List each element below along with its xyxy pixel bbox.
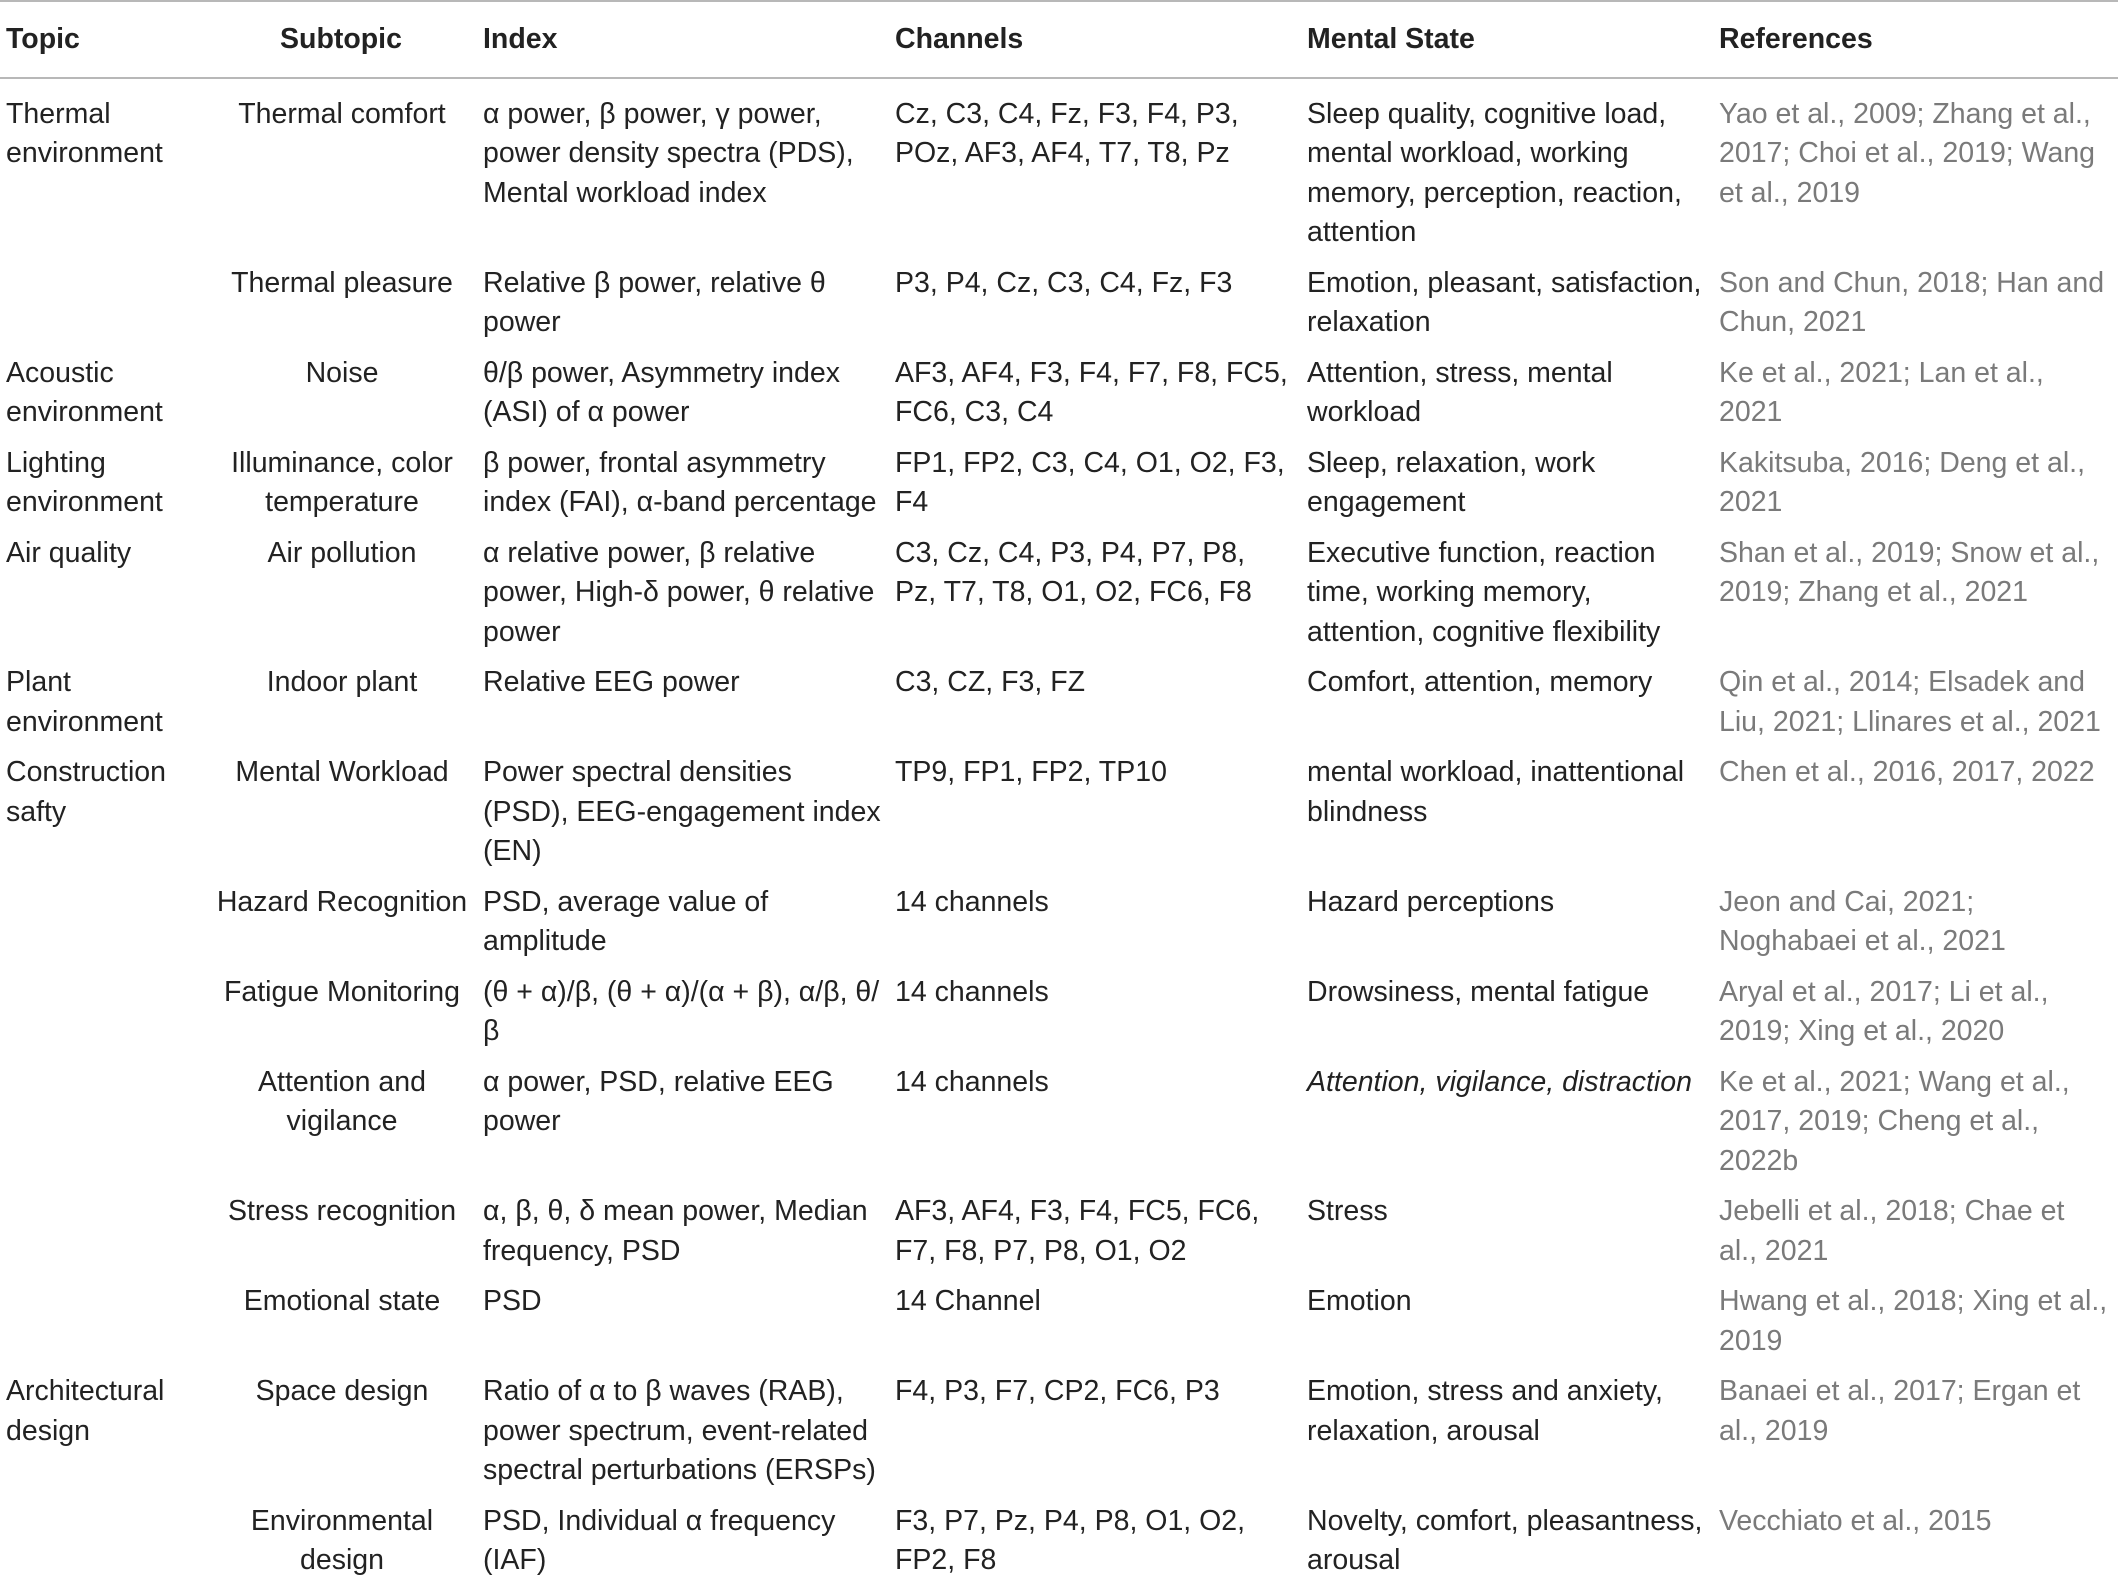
cell-topic xyxy=(0,1059,207,1189)
table-row xyxy=(0,1368,2118,1498)
header-row xyxy=(0,1,2118,78)
cell-index: PSD, average value of amplitude xyxy=(483,885,769,957)
cell-references: Ke et al., 2021; Wang et al., 2017, 2019; Cheng et al., 2022b xyxy=(1719,1065,2070,1177)
cell-index: Relative β power, relative θ power xyxy=(483,266,826,338)
cell-topic xyxy=(0,260,207,350)
cell-mental-state: Novelty, comfort, pleasantness, arousal xyxy=(1307,1504,1703,1576)
cell-index: PSD xyxy=(483,1285,542,1317)
table-row xyxy=(0,879,2118,969)
cell-subtopic: Air pollution xyxy=(267,536,417,569)
cell-mental-state: mental workload, inattentional blindness xyxy=(1307,756,1685,828)
cell-mental-state: Stress xyxy=(1307,1195,1388,1227)
cell-references: Son and Chun, 2018; Han and Chun, 2021 xyxy=(1719,266,2105,338)
cell-subtopic: Thermal comfort xyxy=(238,97,446,130)
cell-topic xyxy=(0,1188,207,1278)
cell-channels: C3, Cz, C4, P3, P4, P7, P8, Pz, T7, T8, O1, O2, FC6, F8 xyxy=(895,536,1252,608)
cell-references: Chen et al., 2016, 2017, 2022 xyxy=(1719,756,2095,788)
header-topic: Topic xyxy=(6,23,80,55)
cell-channels: TP9, FP1, FP2, TP10 xyxy=(895,756,1167,788)
cell-topic: Construction safty xyxy=(6,756,166,828)
cell-channels: 14 channels xyxy=(895,975,1049,1008)
cell-index: α, β, θ, δ mean power, Median frequency, PSD xyxy=(483,1195,868,1267)
cell-mental-state: Hazard perceptions xyxy=(1307,885,1555,918)
cell-references: Kakitsuba, 2016; Deng et al., 2021 xyxy=(1719,446,2085,518)
cell-subtopic: Stress recognition xyxy=(227,1195,457,1227)
cell-index: Power spectral densities (PSD), EEG-engagement index (EN) xyxy=(483,756,881,867)
cell-index: β power, frontal asymmetry index (FAI), α-band percentage xyxy=(483,446,877,518)
cell-channels: C3, CZ, F3, FZ xyxy=(895,666,1086,698)
cell-references: Banaei et al., 2017; Ergan et al., 2019 xyxy=(1719,1375,2081,1447)
cell-subtopic: Illuminance, color temperature xyxy=(231,446,453,518)
header-references: References xyxy=(1719,23,1873,55)
cell-references: Vecchiato et al., 2015 xyxy=(1719,1504,1992,1537)
cell-index: α power, PSD, relative EEG power xyxy=(483,1065,834,1137)
cell-subtopic: Indoor plant xyxy=(266,666,418,698)
cell-topic: Air quality xyxy=(6,536,132,569)
table-row xyxy=(0,440,2118,530)
cell-mental-state: Executive function, reaction time, working memory, attention, cognitive flexibility xyxy=(1307,536,1661,648)
table-row xyxy=(0,530,2118,660)
cell-subtopic: Hazard Recognition xyxy=(216,885,468,918)
cell-channels: F3, P7, Pz, P4, P8, O1, O2, FP2, F8 xyxy=(895,1504,1246,1576)
table-row xyxy=(0,78,2118,260)
cell-channels: F4, P3, F7, CP2, FC6, P3 xyxy=(895,1375,1220,1407)
cell-mental-state: Sleep quality, cognitive load, mental workload, working memory, perception, reaction, attention xyxy=(1307,97,1682,248)
cell-mental-state: Emotion, stress and anxiety, relaxation, arousal xyxy=(1307,1375,1663,1447)
cell-references: Jebelli et al., 2018; Chae et al., 2021 xyxy=(1719,1195,2065,1267)
cell-references: Qin et al., 2014; Elsadek and Liu, 2021; Llinares et al., 2021 xyxy=(1719,666,2101,738)
cell-topic xyxy=(0,1278,207,1368)
cell-topic xyxy=(0,969,207,1059)
cell-subtopic: Emotional state xyxy=(243,1285,441,1317)
cell-mental-state: Emotion xyxy=(1307,1285,1412,1317)
cell-mental-state: Attention, vigilance, distraction xyxy=(1307,1065,1692,1098)
header-subtopic: Subtopic xyxy=(280,23,402,55)
cell-index: θ/β power, Asymmetry index (ASI) of α power xyxy=(483,356,840,428)
cell-channels: FP1, FP2, C3, C4, O1, O2, F3, F4 xyxy=(895,446,1285,518)
cell-channels: 14 channels xyxy=(895,1065,1049,1098)
header-index: Index xyxy=(483,23,558,55)
table-row xyxy=(0,1059,2118,1189)
cell-channels: 14 Channel xyxy=(895,1285,1041,1317)
cell-topic: Plant environment xyxy=(6,666,163,738)
cell-mental-state: Emotion, pleasant, satisfaction, relaxation xyxy=(1307,266,1702,338)
table-row xyxy=(0,260,2118,350)
cell-subtopic: Space design xyxy=(255,1375,429,1407)
cell-subtopic: Noise xyxy=(305,356,379,389)
cell-channels: AF3, AF4, F3, F4, FC5, FC6, F7, F8, P7, P8, O1, O2 xyxy=(895,1195,1260,1267)
cell-index: Ratio of α to β waves (RAB), power spectrum, event-related spectral perturbations (ERSPs) xyxy=(483,1375,876,1486)
table-row xyxy=(0,659,2118,749)
cell-subtopic: Attention and vigilance xyxy=(258,1065,426,1137)
cell-index: PSD, Individual α frequency (IAF) xyxy=(483,1504,836,1576)
cell-channels: P3, P4, Cz, C3, C4, Fz, F3 xyxy=(895,266,1233,299)
cell-mental-state: Drowsiness, mental fatigue xyxy=(1307,975,1650,1008)
cell-subtopic: Thermal pleasure xyxy=(231,266,453,299)
header-channels: Channels xyxy=(895,23,1024,55)
table-row xyxy=(0,1278,2118,1368)
cell-references: Yao et al., 2009; Zhang et al., 2017; Choi et al., 2019; Wang et al., 2019 xyxy=(1719,97,2096,209)
cell-topic xyxy=(0,879,207,969)
cell-index: α power, β power, γ power, power density spectra (PDS), Mental workload index xyxy=(483,97,854,209)
table-row xyxy=(0,1188,2118,1278)
cell-mental-state: Comfort, attention, memory xyxy=(1307,666,1653,698)
cell-subtopic: Fatigue Monitoring xyxy=(223,975,461,1008)
cell-references: Aryal et al., 2017; Li et al., 2019; Xing et al., 2020 xyxy=(1719,975,2049,1047)
cell-mental-state: Sleep, relaxation, work engagement xyxy=(1307,446,1596,518)
cell-subtopic: Mental Workload xyxy=(235,756,449,788)
cell-topic: Acoustic environment xyxy=(6,356,163,428)
table-row xyxy=(0,350,2118,440)
cell-index: α relative power, β relative power, High-δ power, θ relative power xyxy=(483,536,875,648)
cell-channels: Cz, C3, C4, Fz, F3, F4, P3, POz, AF3, AF4, T7, T8, Pz xyxy=(895,97,1239,169)
cell-index: (θ + α)/β, (θ + α)/(α + β), α/β, θ/β xyxy=(483,975,880,1047)
cell-topic: Architectural design xyxy=(6,1375,165,1447)
cell-references: Ke et al., 2021; Lan et al., 2021 xyxy=(1719,356,2044,428)
cell-references: Hwang et al., 2018; Xing et al., 2019 xyxy=(1719,1285,2108,1357)
table-header xyxy=(0,1,2118,78)
cell-index: Relative EEG power xyxy=(483,666,740,698)
cell-topic xyxy=(0,1498,207,1588)
table-body xyxy=(0,78,2118,1588)
table-row xyxy=(0,969,2118,1059)
cell-channels: 14 channels xyxy=(895,885,1049,918)
cell-topic: Lighting environment xyxy=(6,446,163,518)
cell-subtopic: Environmental design xyxy=(250,1504,434,1576)
cell-channels: AF3, AF4, F3, F4, F7, F8, FC5, FC6, C3, C4 xyxy=(895,356,1288,428)
cell-references: Jeon and Cai, 2021; Noghabaei et al., 2021 xyxy=(1719,885,2006,957)
table-row xyxy=(0,1498,2118,1588)
header-mental-state: Mental State xyxy=(1307,23,1475,55)
cell-topic: Thermal environment xyxy=(6,97,163,169)
cell-mental-state: Attention, stress, mental workload xyxy=(1307,356,1613,428)
table-row xyxy=(0,749,2118,879)
cell-references: Shan et al., 2019; Snow et al., 2019; Zhang et al., 2021 xyxy=(1719,536,2100,608)
